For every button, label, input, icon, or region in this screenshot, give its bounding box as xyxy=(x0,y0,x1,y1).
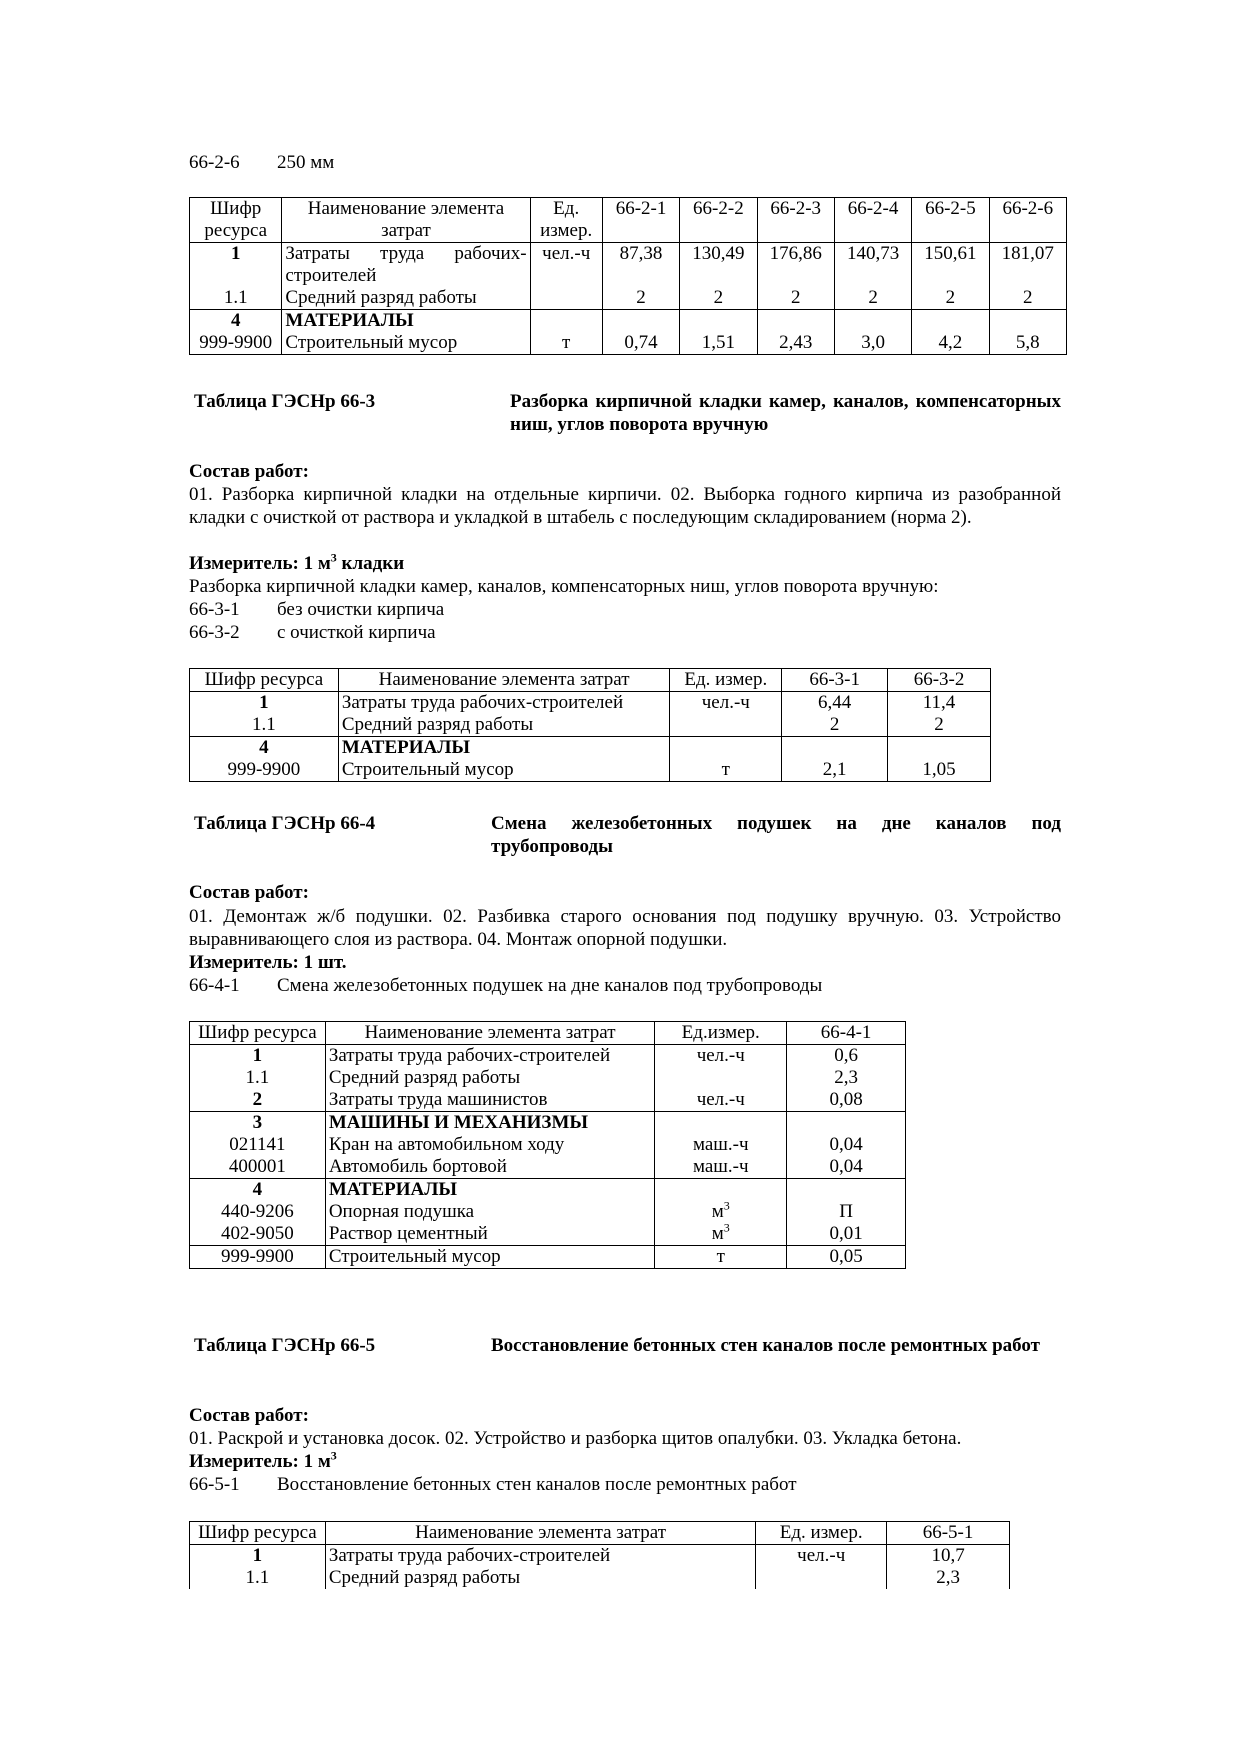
header-cell: Шифр ресурса xyxy=(190,1522,326,1545)
table-header-row xyxy=(190,1522,1010,1545)
resource-code: 4 xyxy=(190,310,282,333)
cost-element: Средний разряд работы xyxy=(282,287,530,310)
unit: чел.-ч xyxy=(670,692,782,715)
header-cell: 66-3-2 xyxy=(888,669,991,692)
unit: маш.-ч xyxy=(655,1156,787,1179)
cost-element: Средний разряд работы xyxy=(325,1567,755,1589)
cost-element: Затраты труда рабочих-строителей xyxy=(325,1545,755,1568)
unit xyxy=(756,1567,887,1589)
cost-element: Затраты труда рабочих-строителей xyxy=(325,1045,655,1068)
table-row xyxy=(190,714,991,737)
value-cell: 2,43 xyxy=(757,332,834,355)
resource-code: 1.1 xyxy=(190,714,339,737)
unit-sup: 3 xyxy=(723,1220,730,1235)
header-cell: Наименование элемента затрат xyxy=(282,198,530,243)
value-cell: 2 xyxy=(912,287,989,310)
value-cell: 1,51 xyxy=(680,332,757,355)
work-composition-label: Состав работ: xyxy=(189,1405,309,1426)
table-title: Смена железобетонных подушек на дне каналов под трубопроводы xyxy=(491,813,1061,857)
value-cell: 2 xyxy=(757,287,834,310)
value-cell: 2,1 xyxy=(782,759,888,782)
cost-element: МАШИНЫ И МЕХАНИЗМЫ xyxy=(325,1112,655,1135)
table-row xyxy=(190,1246,906,1269)
measure-unit xyxy=(189,1448,337,1473)
item-text: Восстановление бетонных стен каналов после ремонтных работ xyxy=(277,1474,797,1495)
item-code: 66-4-1 xyxy=(189,975,240,996)
value-cell: 2 xyxy=(680,287,757,310)
table-row xyxy=(190,1223,906,1246)
table-label: Таблица ГЭСНр 66-4 xyxy=(194,813,376,834)
unit xyxy=(655,1198,787,1223)
cost-element: Опорная подушка xyxy=(325,1201,655,1223)
measure-suffix: кладки xyxy=(336,553,405,574)
table-row xyxy=(190,1545,1010,1568)
cost-element: МАТЕРИАЛЫ xyxy=(282,310,530,333)
table-row xyxy=(190,332,1067,355)
unit-sup: 3 xyxy=(723,1198,730,1213)
header-cell: Ед. измер. xyxy=(756,1522,887,1545)
value-cell: 2,3 xyxy=(787,1067,906,1089)
header-cell: 66-2-4 xyxy=(834,198,911,243)
resource-code: 1 xyxy=(190,692,339,715)
unit xyxy=(655,1067,787,1089)
header-cell: 66-2-2 xyxy=(680,198,757,243)
cost-element: Раствор цементный xyxy=(325,1223,655,1246)
work-composition-label: Состав работ: xyxy=(189,461,309,482)
cost-element: Строительный мусор xyxy=(338,759,670,782)
unit: маш.-ч xyxy=(655,1134,787,1156)
value-cell: 0,04 xyxy=(787,1134,906,1156)
value-cell: 130,49 xyxy=(680,243,757,288)
resource-code: 400001 xyxy=(190,1156,326,1179)
value-cell: 6,44 xyxy=(782,692,888,715)
table-row xyxy=(190,759,991,782)
work-composition-label: Состав работ: xyxy=(189,882,309,903)
item-text: 250 мм xyxy=(277,152,335,173)
value-cell: 11,4 xyxy=(888,692,991,715)
table-label: Таблица ГЭСНр 66-5 xyxy=(194,1335,376,1356)
resource-code: 999-9900 xyxy=(190,332,282,355)
resource-code: 1.1 xyxy=(190,1067,326,1089)
item-code: 66-3-1 xyxy=(189,599,240,620)
header-cell: 66-2-6 xyxy=(989,198,1066,243)
header-cell: 66-2-5 xyxy=(912,198,989,243)
table-row xyxy=(190,737,991,760)
cost-element: Кран на автомобильном ходу xyxy=(325,1134,655,1156)
table-row xyxy=(190,1112,906,1135)
cost-element: Строительный мусор xyxy=(325,1246,655,1269)
resource-code: 021141 xyxy=(190,1134,326,1156)
section-description: Разборка кирпичной кладки камер, каналов, компенсаторных ниш, углов поворота вручную: xyxy=(189,576,939,597)
value-cell: П xyxy=(787,1201,906,1223)
value-cell: 0,6 xyxy=(787,1045,906,1068)
work-composition-text: 01. Раскрой и установка досок. 02. Устройство и разборка щитов опалубки. 03. Укладка бетона. xyxy=(189,1428,962,1449)
value-cell: 87,38 xyxy=(602,243,679,288)
header-cell: Шифр ресурса xyxy=(190,1022,326,1045)
cost-element: Затраты труда рабочих-строителей xyxy=(282,243,530,288)
header-cell: Шифр ресурса xyxy=(190,198,282,243)
table-row xyxy=(190,1089,906,1112)
measure-unit xyxy=(189,550,405,575)
value-cell: 176,86 xyxy=(757,243,834,288)
cost-element: МАТЕРИАЛЫ xyxy=(325,1179,655,1202)
value-cell: 0,04 xyxy=(787,1156,906,1179)
table-66-5 xyxy=(189,1521,1010,1589)
value-cell: 5,8 xyxy=(989,332,1066,355)
value-cell: 3,0 xyxy=(834,332,911,355)
unit: т xyxy=(530,332,602,355)
resource-code: 440-9206 xyxy=(190,1201,326,1223)
unit-base: м xyxy=(711,1201,724,1222)
table-title: Разборка кирпичной кладки камер, каналов, компенсаторных ниш, углов поворота вручную xyxy=(510,391,1061,435)
value-cell: 2 xyxy=(888,714,991,737)
table-row xyxy=(190,1179,906,1202)
resource-code: 402-9050 xyxy=(190,1223,326,1246)
unit xyxy=(530,287,602,310)
cost-element: Средний разряд работы xyxy=(338,714,670,737)
cost-element: МАТЕРИАЛЫ xyxy=(338,737,670,760)
table-label: Таблица ГЭСНр 66-3 xyxy=(194,391,376,412)
header-cell: 66-2-3 xyxy=(757,198,834,243)
value-cell: 2 xyxy=(834,287,911,310)
item-text: Смена железобетонных подушек на дне каналов под трубопроводы xyxy=(277,975,823,996)
item-line xyxy=(189,1474,797,1496)
item-code: 66-5-1 xyxy=(189,1474,240,1495)
value-cell: 2 xyxy=(782,714,888,737)
unit-base: м xyxy=(711,1223,724,1244)
value-cell: 1,05 xyxy=(888,759,991,782)
item-line xyxy=(189,975,822,997)
item-code: 66-3-2 xyxy=(189,622,240,643)
cost-element: Автомобиль бортовой xyxy=(325,1156,655,1179)
value-cell: 4,2 xyxy=(912,332,989,355)
value-cell: 150,61 xyxy=(912,243,989,288)
resource-code: 1 xyxy=(190,1545,326,1568)
header-cell: Ед.измер. xyxy=(655,1022,787,1045)
resource-code: 3 xyxy=(190,1112,326,1135)
value-cell: 0,05 xyxy=(787,1246,906,1269)
unit xyxy=(670,714,782,737)
cost-element: Затраты труда рабочих-строителей xyxy=(338,692,670,715)
item-text: без очистки кирпича xyxy=(277,599,445,620)
value-cell: 2,3 xyxy=(887,1567,1010,1589)
table-row xyxy=(190,1045,906,1068)
value-cell: 0,08 xyxy=(787,1089,906,1112)
value-cell: 0,74 xyxy=(602,332,679,355)
resource-code: 999-9900 xyxy=(190,1246,326,1269)
header-cell: Ед. измер. xyxy=(670,669,782,692)
measure-sup: 3 xyxy=(330,1448,337,1463)
unit: т xyxy=(655,1246,787,1269)
item-code: 66-2-6 xyxy=(189,152,240,173)
cost-element: Затраты труда машинистов xyxy=(325,1089,655,1112)
table-66-3 xyxy=(189,668,991,782)
unit: т xyxy=(670,759,782,782)
cost-element: Средний разряд работы xyxy=(325,1067,655,1089)
table-row xyxy=(190,1134,906,1156)
table-row xyxy=(190,1067,906,1089)
resource-code: 4 xyxy=(190,737,339,760)
table-66-4 xyxy=(189,1021,906,1269)
table-row xyxy=(190,692,991,715)
header-cell: Наименование элемента затрат xyxy=(338,669,670,692)
table-header-row xyxy=(190,198,1067,243)
measure-prefix: Измеритель: 1 м xyxy=(189,1451,331,1472)
table-header-row xyxy=(190,669,991,692)
header-cell: Шифр ресурса xyxy=(190,669,339,692)
measure-prefix: Измеритель: 1 м xyxy=(189,553,331,574)
resource-code: 1.1 xyxy=(190,287,282,310)
work-composition-text: 01. Демонтаж ж/б подушки. 02. Разбивка старого основания под подушку вручную. 03. Устройство выравнивающего слоя из раствора. 04. Монтаж опорной подушки. xyxy=(189,906,1061,950)
unit: чел.-ч xyxy=(530,243,602,288)
value-cell: 2 xyxy=(989,287,1066,310)
value-cell: 140,73 xyxy=(834,243,911,288)
table-header-row xyxy=(190,1022,906,1045)
value-cell: 181,07 xyxy=(989,243,1066,288)
table-title: Восстановление бетонных стен каналов после ремонтных работ xyxy=(491,1335,1040,1356)
value-cell: 2 xyxy=(602,287,679,310)
resource-code: 2 xyxy=(190,1089,326,1112)
table-row xyxy=(190,1567,1010,1589)
header-cell: Наименование элемента затрат xyxy=(325,1022,655,1045)
resource-code: 999-9900 xyxy=(190,759,339,782)
resource-code: 1.1 xyxy=(190,1567,326,1589)
table-row xyxy=(190,1201,906,1223)
measure-unit: Измеритель: 1 шт. xyxy=(189,952,347,973)
resource-code: 1 xyxy=(190,243,282,288)
table-66-2 xyxy=(189,197,1067,355)
measure-sup: 3 xyxy=(330,550,337,565)
resource-code: 1 xyxy=(190,1045,326,1068)
item-line xyxy=(189,622,436,644)
cost-element: Строительный мусор xyxy=(282,332,530,355)
value-cell: 0,01 xyxy=(787,1223,906,1246)
table-row xyxy=(190,243,1067,288)
header-cell: 66-4-1 xyxy=(787,1022,906,1045)
item-line xyxy=(189,599,444,621)
item-line-66-2-6 xyxy=(189,152,334,174)
header-cell: Наименование элемента затрат xyxy=(325,1522,755,1545)
header-cell: 66-3-1 xyxy=(782,669,888,692)
header-cell: 66-5-1 xyxy=(887,1522,1010,1545)
resource-code: 4 xyxy=(190,1179,326,1202)
header-cell: 66-2-1 xyxy=(602,198,679,243)
table-row xyxy=(190,1156,906,1179)
item-text: с очисткой кирпича xyxy=(277,622,436,643)
table-row xyxy=(190,287,1067,310)
unit xyxy=(655,1220,787,1246)
work-composition-text: 01. Разборка кирпичной кладки на отдельные кирпичи. 02. Выборка годного кирпича из разобранной кладки с очисткой от раствора и укладкой в штабель с последующим складированием (норма 2). xyxy=(189,484,1061,528)
unit: чел.-ч xyxy=(655,1045,787,1068)
table-row xyxy=(190,310,1067,333)
value-cell: 10,7 xyxy=(887,1545,1010,1568)
unit: чел.-ч xyxy=(756,1545,887,1568)
unit: чел.-ч xyxy=(655,1089,787,1112)
header-cell: Ед. измер. xyxy=(530,198,602,243)
